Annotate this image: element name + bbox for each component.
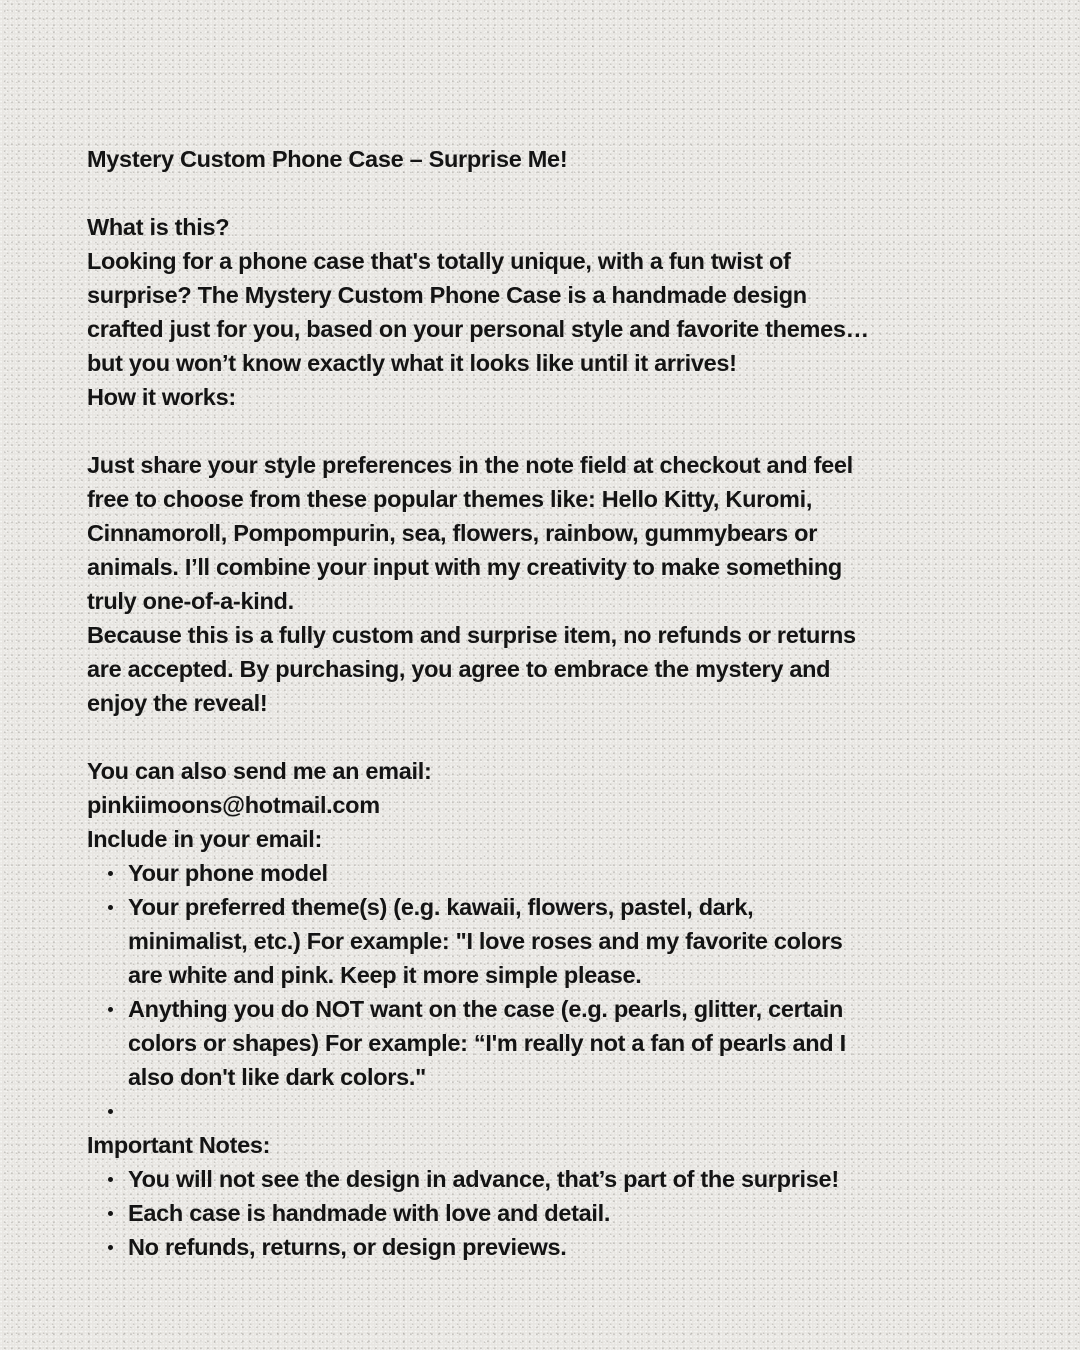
bullet-item-cont: colors or shapes) For example: “I'm really not a fan of pearls and I: [128, 1030, 846, 1056]
how-heading: How it works:: [87, 384, 236, 410]
bullet-item: Anything you do NOT want on the case (e.g. pearls, glitter, certain: [87, 992, 869, 1026]
refund-text-line: Because this is a fully custom and surprise item, no refunds or returns: [87, 622, 856, 648]
product-description: [87, 142, 869, 1264]
how-text-line: free to choose from these popular themes like: Hello Kitty, Kuromi,: [87, 486, 813, 512]
email-intro: You can also send me an email:: [87, 758, 432, 784]
how-text-line: Cinnamoroll, Pompompurin, sea, flowers, rainbow, gummybears or: [87, 520, 818, 546]
note-item: No refunds, returns, or design previews.: [87, 1230, 869, 1264]
spacer: [87, 176, 869, 210]
email-address: pinkiimoons@hotmail.com: [87, 792, 380, 818]
include-heading: Include in your email:: [87, 826, 322, 852]
what-text-line: crafted just for you, based on your personal style and favorite themes…: [87, 316, 869, 342]
empty-bullet-item: [87, 1094, 869, 1128]
bullet-item: Your phone model: [87, 856, 869, 890]
spacer: [87, 414, 869, 448]
how-text-line: truly one-of-a-kind.: [87, 588, 294, 614]
how-text-line: animals. I’ll combine your input with my creativity to make something: [87, 554, 842, 580]
bullet-item-cont: also don't like dark colors.": [128, 1064, 426, 1090]
note-item: Each case is handmade with love and detail.: [87, 1196, 869, 1230]
bullet-item-cont: minimalist, etc.) For example: "I love roses and my favorite colors: [128, 928, 843, 954]
what-text-line: surprise? The Mystery Custom Phone Case is a handmade design: [87, 282, 807, 308]
note-item: You will not see the design in advance, that’s part of the surprise!: [87, 1162, 869, 1196]
spacer: [87, 720, 869, 754]
what-text-line: Looking for a phone case that's totally unique, with a fun twist of: [87, 248, 791, 274]
bullet-item-cont: are white and pink. Keep it more simple please.: [128, 962, 642, 988]
how-text-line: Just share your style preferences in the note field at checkout and feel: [87, 452, 853, 478]
notes-heading: Important Notes:: [87, 1132, 271, 1158]
what-heading: What is this?: [87, 214, 230, 240]
page-title: Mystery Custom Phone Case – Surprise Me!: [87, 146, 568, 172]
what-text-line: but you won’t know exactly what it looks like until it arrives!: [87, 350, 737, 376]
refund-text-line: enjoy the reveal!: [87, 690, 268, 716]
refund-text-line: are accepted. By purchasing, you agree to embrace the mystery and: [87, 656, 831, 682]
bullet-item: Your preferred theme(s) (e.g. kawaii, flowers, pastel, dark,: [87, 890, 869, 924]
